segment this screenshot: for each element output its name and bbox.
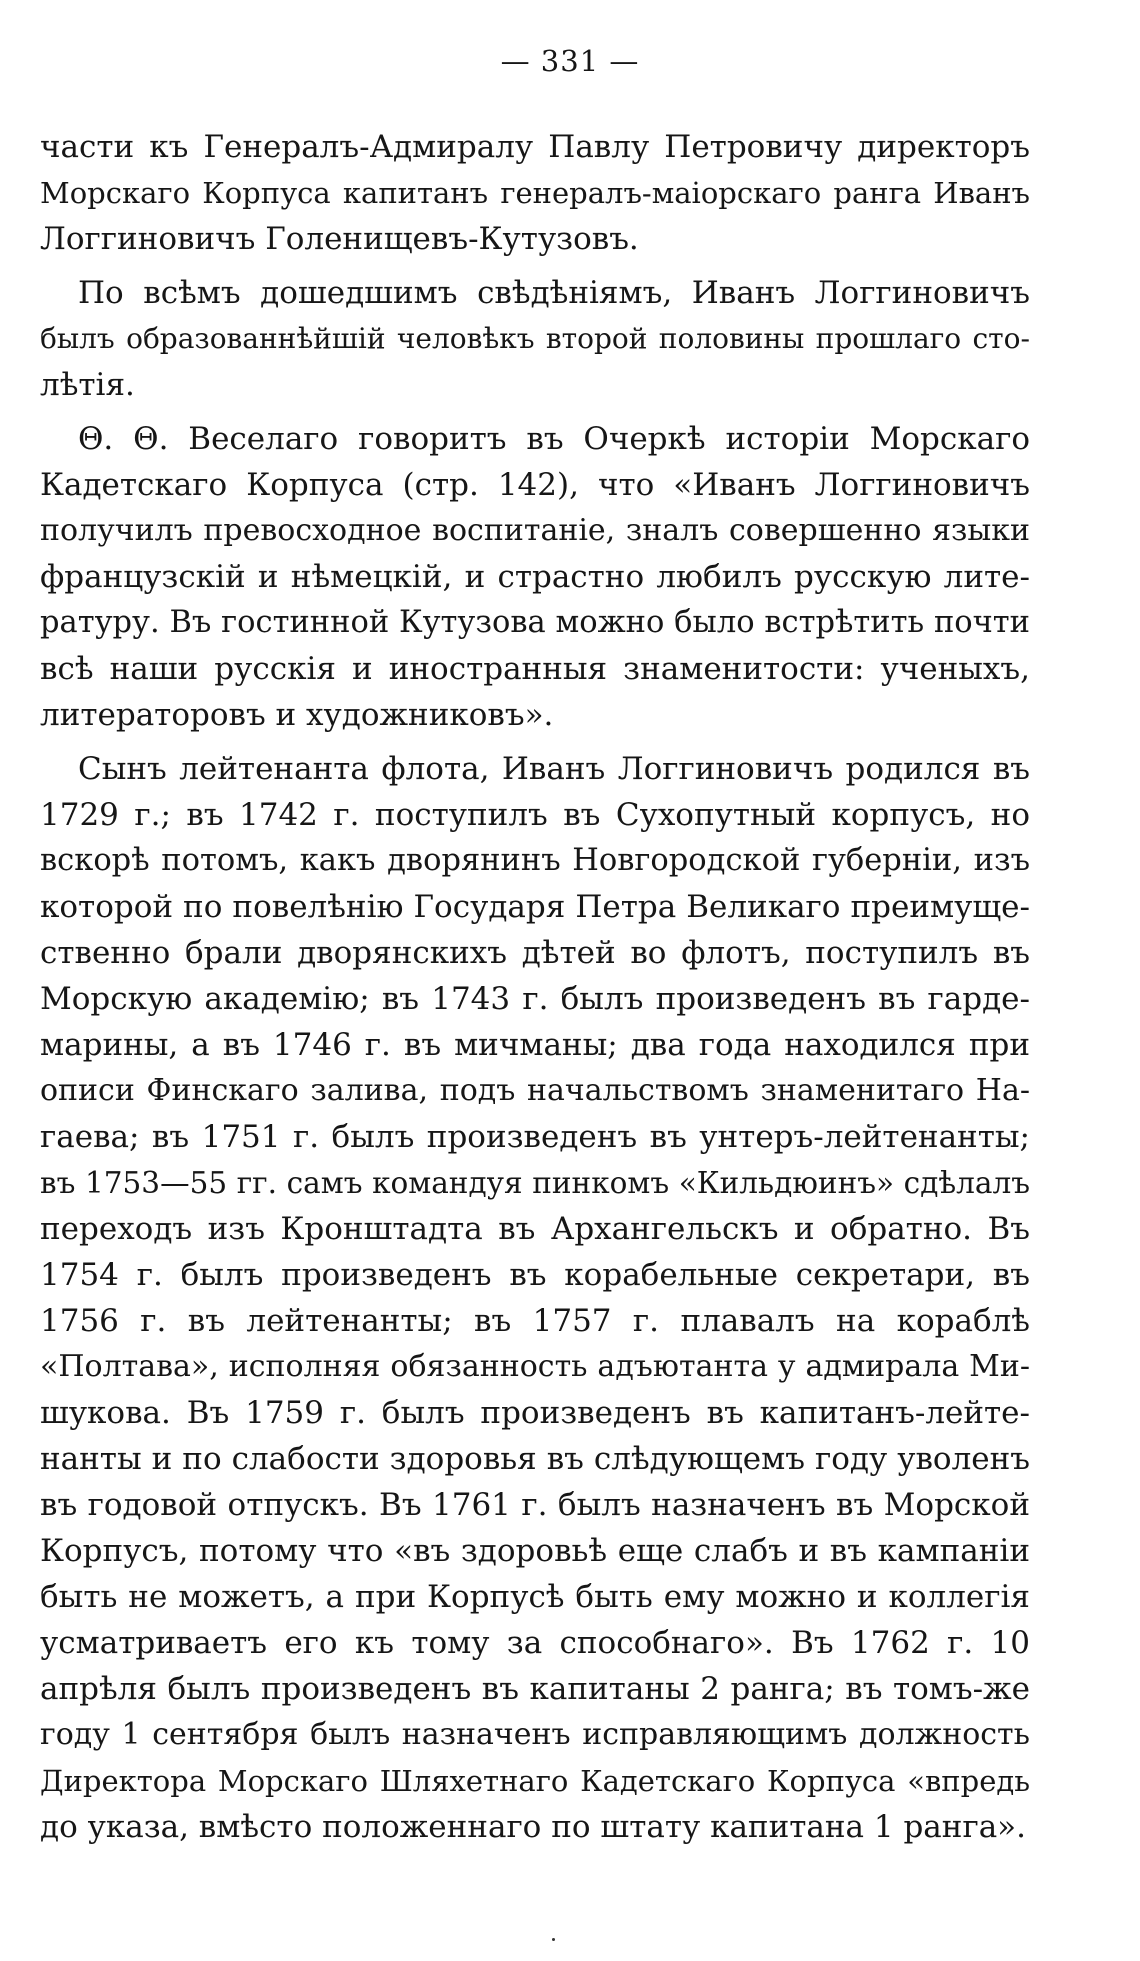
text-line: ственно брали дворянскихъ дѣтей во флотъ, поступилъ въ [40,935,1030,971]
text-line: шукова. Въ 1759 г. былъ произведенъ въ капитанъ-лейте- [40,1395,1030,1431]
text-line: 1756 г. въ лейтенанты; въ 1757 г. плавалъ на кораблѣ [40,1303,1030,1339]
body-text [40,124,1030,1850]
paragraph-3 [40,416,1030,738]
text-line: По всѣмъ дошедшимъ свѣдѣніямъ, Иванъ Логгиновичъ [78,275,1030,311]
text-line: былъ образованнѣйшій человѣкъ второй половины прошлаго сто- [40,322,1030,355]
text-line: усматриваетъ его къ тому за способнаго». Въ 1762 г. 10 [40,1625,1030,1661]
page-number: — 331 — [500,44,640,78]
text-line: части къ Генералъ-Адмиралу Павлу Петровичу директоръ [40,129,1030,165]
text-line: нанты и по слабости здоровья въ слѣдующемъ году уволенъ [40,1441,1030,1477]
text-line: переходъ изъ Кронштадта въ Архангельскъ и обратно. Въ [40,1211,1030,1247]
text-line: въ 1753—55 гг. самъ командуя пинкомъ «Кильдюинъ» сдѣлалъ [40,1166,1030,1200]
text-line: Директора Морскаго Шляхетнаго Кадетскаго Корпуса «впредь [40,1764,1030,1798]
text-line: 1729 г.; въ 1742 г. поступилъ въ Сухопутный корпусъ, но [40,797,1030,833]
text-line: литераторовъ и художниковъ». [40,697,554,733]
text-line: гаева; въ 1751 г. былъ произведенъ въ унтеръ-лейтенанты; [40,1119,1030,1155]
text-line: Θ. Θ. Веселаго говоритъ въ Очеркѣ исторіи Морскаго [78,421,1030,457]
paragraph-4 [40,746,1030,1850]
text-line: описи Финскаго залива, подъ начальствомъ знаменитаго На- [40,1073,1030,1108]
text-line: въ годовой отпускъ. Въ 1761 г. былъ назначенъ въ Морской [40,1487,1030,1523]
text-line: Кадетскаго Корпуса (стр. 142), что «Иванъ Логгиновичъ [40,467,1030,503]
text-line: получилъ превосходное воспитаніе, зналъ совершенно языки [40,513,1030,548]
text-line: Корпусъ, потому что «въ здоровьѣ еще слабъ и въ кампаніи [40,1533,1030,1569]
text-line: ратуру. Въ гостинной Кутузова можно было встрѣтить почти [40,605,1030,640]
text-line: 1754 г. былъ произведенъ въ корабельные секретари, въ [40,1257,1030,1293]
text-line: «Полтава», исполняя обязанность адъютанта у адмирала Ми- [40,1349,1030,1384]
paragraph-2 [40,270,1030,408]
text-line: марины, а въ 1746 г. въ мичманы; два года находился при [40,1027,1030,1063]
text-line: лѣтія. [40,367,135,403]
paragraph-1 [40,124,1030,262]
text-line: году 1 сентября былъ назначенъ исправляющимъ должность [40,1717,1030,1752]
text-line: апрѣля былъ произведенъ въ капитаны 2 ранга; въ томъ-же [40,1671,1030,1707]
text-line: Морскаго Корпуса капитанъ генералъ-маіорскаго ранга Иванъ [40,176,1030,210]
text-line: всѣ наши русскія и иностранныя знаменитости: ученыхъ, [40,651,1030,687]
text-line: вскорѣ потомъ, какъ дворянинъ Новгородской губерніи, изъ [40,843,1030,878]
text-line: которой по повелѣнію Государя Петра Великаго преимуще- [40,889,1030,925]
text-line: до указа, вмѣсто положеннаго по штату капитана 1 ранга». [40,1809,1026,1845]
text-line: Морскую академію; въ 1743 г. былъ произведенъ въ гарде- [40,981,1030,1017]
text-line: быть не можетъ, а при Корпусѣ быть ему можно и коллегія [40,1579,1030,1615]
text-line: Сынъ лейтенанта флота, Иванъ Логгиновичъ родился въ [78,751,1030,787]
text-line: Логгиновичъ Голенищевъ-Кутузовъ. [40,221,639,257]
speck-mark [552,1938,555,1941]
text-line: французскій и нѣмецкій, и страстно любилъ русскую лите- [40,559,1030,595]
